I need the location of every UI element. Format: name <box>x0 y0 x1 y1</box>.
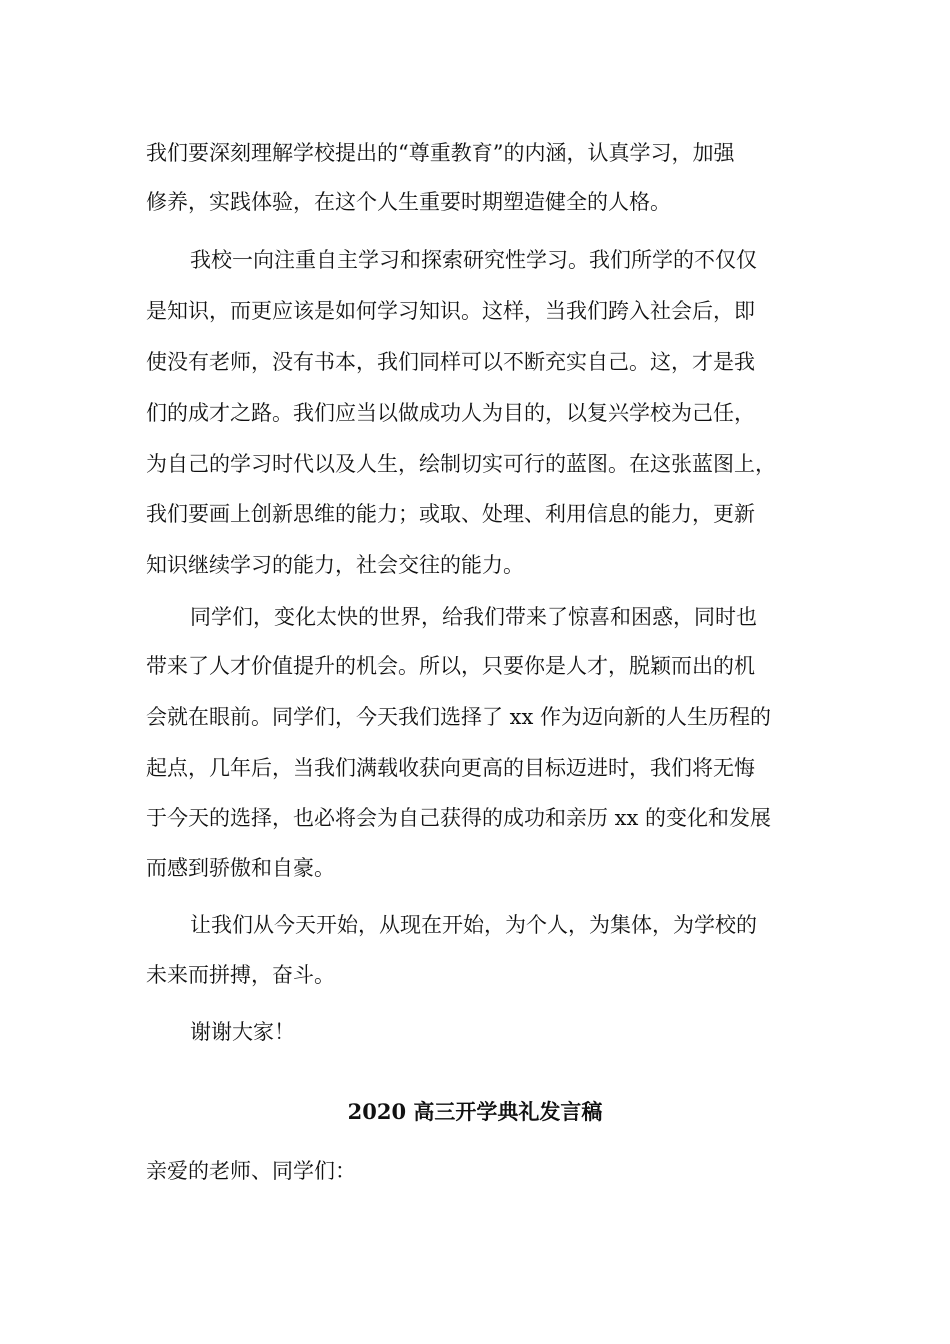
paragraph-2-line-1: 我校一向注重自主学习和探索研究性学习。我们所学的不仅仅 <box>190 248 757 272</box>
salutation: 亲爱的老师、同学们： <box>146 1159 356 1183</box>
paragraph-2-line-7: 知识继续学习的能力，社会交往的能力。 <box>146 553 524 577</box>
paragraph-1-line-1: 我们要深刻理解学校提出的“尊重教育”的内涵，认真学习，加强 <box>146 141 735 165</box>
paragraph-2-line-5: 为自己的学习时代以及人生，绘制切实可行的蓝图。在这张蓝图上， <box>146 452 776 476</box>
paragraph-2-line-4: 们的成才之路。我们应当以做成功人为目的，以复兴学校为己任， <box>146 401 755 425</box>
paragraph-3-line-1: 同学们，变化太快的世界，给我们带来了惊喜和困惑，同时也 <box>190 605 757 629</box>
closing-thanks: 谢谢大家！ <box>190 1020 295 1044</box>
paragraph-3-line-2: 带来了人才价值提升的机会。所以，只要你是人才，脱颖而出的机 <box>146 654 755 678</box>
paragraph-4-line-1: 让我们从今天开始，从现在开始，为个人，为集体，为学校的 <box>190 913 757 937</box>
paragraph-2-line-2: 是知识，而更应该是如何学习知识。这样，当我们跨入社会后，即 <box>146 299 755 323</box>
paragraph-2-line-3: 使没有老师，没有书本，我们同样可以不断充实自己。这，才是我 <box>146 350 755 374</box>
paragraph-2-line-6: 我们要画上创新思维的能力；或取、处理、利用信息的能力，更新 <box>146 502 755 526</box>
paragraph-3-line-6: 而感到骄傲和自豪。 <box>146 856 335 880</box>
paragraph-3-line-3: 会就在眼前。同学们，今天我们选择了 xx 作为迈向新的人生历程的 <box>146 705 772 729</box>
paragraph-1-line-2: 修养，实践体验，在这个人生重要时期塑造健全的人格。 <box>146 190 671 214</box>
paragraph-3-line-4: 起点，几年后，当我们满载收获向更高的目标迈进时，我们将无悔 <box>146 756 755 780</box>
section-title: 2020 高三开学典礼发言稿 <box>347 1099 603 1124</box>
paragraph-3-line-5: 于今天的选择，也必将会为自己获得的成功和亲历 xx 的变化和发展 <box>146 806 772 830</box>
paragraph-4-line-2: 未来而拼搏，奋斗。 <box>146 963 335 987</box>
